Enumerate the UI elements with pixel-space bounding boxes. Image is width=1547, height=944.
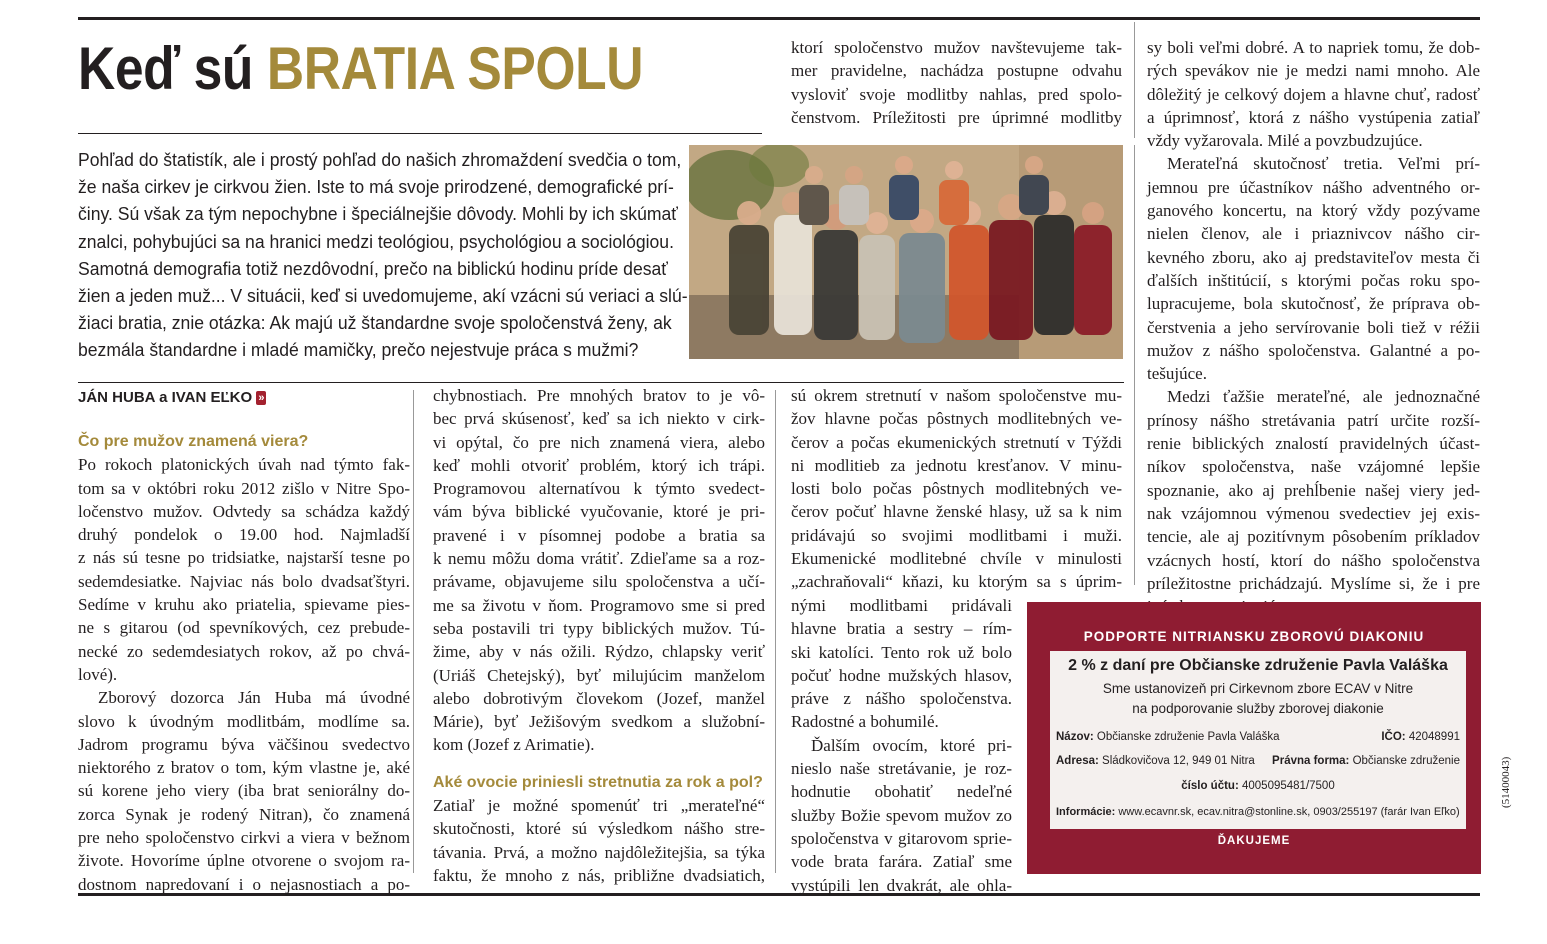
text-line: spoznanie, ako aj prehĺbenie našej viery jed- xyxy=(1147,480,1480,500)
text-line: vi opýtal, čo pre nich znamená viera, alebo xyxy=(433,432,765,452)
ad-legal-value: Občianske združenie xyxy=(1352,755,1460,767)
text-line: tencie, ale aj pozitívnym pôsobením príkladov xyxy=(1147,527,1480,547)
text-line: skutočnosti, ktoré sú výsledkom nášho stre- xyxy=(433,819,765,839)
ad-address-label: Adresa: xyxy=(1056,755,1099,767)
text-line: z nás sú tesne po tridsiatke, najstarší tesne po xyxy=(78,548,410,568)
text-line: vám býva biblické vyučovanie, ktoré je pri- xyxy=(433,502,765,522)
text-line: Márie), byť Ježišovým svedkom a služobní- xyxy=(433,712,765,732)
text-line: kevného zboru, ako aj predstaviteľov mesta či xyxy=(1147,247,1480,267)
ad-title: 2 % z daní pre Občianske združenie Pavla Valáška xyxy=(1068,657,1448,674)
text-line: Zborový dozorca Ján Huba má úvodné xyxy=(98,688,410,708)
ad-account-label: číslo účtu: xyxy=(1181,780,1239,792)
text-line: služby Božie spevom mužov zo xyxy=(791,805,1012,825)
text-line: lové). xyxy=(78,664,118,684)
text-line: necké zo sedemdesiatych rokov, až po chvá- xyxy=(78,641,410,661)
ad-account-value: 4005095481/7500 xyxy=(1241,780,1335,792)
lead-line: bezmála štandardne i mladé mamičky, prečo nejestvuje práca s mužmi? xyxy=(78,339,639,361)
ad-code: (51400043) xyxy=(1500,756,1512,808)
text-line: mer pravidelne, nachádza postupne odvahu xyxy=(791,61,1122,81)
text-line: Sedíme v kruhu ako priatelia, spievame pies- xyxy=(78,595,410,615)
top-rule xyxy=(78,17,1480,20)
ad-inner-panel xyxy=(1050,651,1466,829)
text-line: príležitostne prichádzajú. Myslíme si, že i pre xyxy=(1147,573,1480,593)
text-line: spoločenstva v gitarovom sprie- xyxy=(791,828,1012,848)
ad-name-label: Názov: xyxy=(1056,731,1094,743)
subheading: Čo pre mužov znamená viera? xyxy=(78,433,309,450)
lead-line: činy. Sú však za tým nepochybne i špeciálnejšie dôvody. Mohli by ich skúmať xyxy=(78,203,678,225)
text-line: (Uriáš Chetejský), byť milujúcim manželom xyxy=(433,665,765,685)
column-1-text xyxy=(78,430,410,896)
text-line: vždy vyžarovala. Milé a povzbudzujúce. xyxy=(1147,131,1423,151)
text-line: nak vzájomnou výmenou svedectiev jej exis- xyxy=(1147,503,1480,523)
text-line: me sa životu v ňom. Programovo sme si pred xyxy=(433,595,765,615)
ad-ico-value: 42048991 xyxy=(1408,731,1460,743)
text-line: tom sa v októbri roku 2012 zišlo v Nitre Spo- xyxy=(78,478,410,498)
text-line: ni modlitieb za jednotu kresťanov. V minu- xyxy=(791,455,1122,475)
text-line: prínosy nášho stretávania patrí určite rozší- xyxy=(1147,410,1480,430)
arrow-icon: » xyxy=(258,392,265,404)
column-3-top-text xyxy=(791,36,1122,129)
lead-line: Pohľad do štatistík, ale i prostý pohľad do našich zhromaždení svedčia o tom, xyxy=(78,149,682,170)
text-line: čerstvenia a jeho servírovanie boli tiež v réžii xyxy=(1147,317,1480,337)
text-line: čerov a počas ekumenických stretnutí v Týždi xyxy=(791,432,1122,452)
text-line: chybnostiach. Pre mnohých bratov to je vô- xyxy=(433,386,765,405)
text-line: alebo dobrotivým človekom (Jozef, manžel xyxy=(433,688,765,708)
text-line: ktorí spoločenstvo mužov navštevujeme tak- xyxy=(791,38,1122,57)
lead-line: žien a jeden muž... V situácii, keď si uvedomujeme, akí vzácni sú veriaci a slú- xyxy=(78,285,688,307)
ad-address-value: Sládkovičova 12, 949 01 Nitra xyxy=(1102,755,1255,767)
ad-info-label: Informácie: xyxy=(1056,806,1116,818)
ad-ico-label: IČO: xyxy=(1381,731,1406,743)
ad-thanks: ĎAKUJEME xyxy=(1217,835,1291,847)
lead-bottom-rule xyxy=(78,382,1124,383)
byline xyxy=(78,389,266,406)
text-line: Merateľná skutočnosť tretia. Veľmi prí- xyxy=(1167,154,1480,174)
lead-line: žiaci bratia, znie otázka: Ak majú už štandardne svoje spoločenstvá ženy, ak xyxy=(78,312,672,334)
ad-info-row xyxy=(1056,806,1460,818)
ad-legal-row xyxy=(1272,755,1460,767)
text-line: sy boli veľmi dobré. A to napriek tomu, že dob- xyxy=(1147,38,1480,57)
text-line: hodnutie obohatiť nedeľné xyxy=(791,782,1012,802)
text-line: Ekumenické modlitebné chvíle v minulosti xyxy=(791,549,1122,569)
subheading: Aké ovocie priniesli stretnutia za rok a pol? xyxy=(433,773,763,791)
ad-address-row xyxy=(1056,755,1255,767)
text-line: počuť hodne mužských hlasov, xyxy=(791,665,1012,685)
text-line: čenstvom. Príležitosti pre úprimné modlitby xyxy=(791,107,1122,127)
text-line: mužov z nášho spoločenstva. Galantné a po- xyxy=(1147,340,1480,360)
text-line: vode brata farára. Zatiaľ sme xyxy=(791,852,1012,872)
ad-subtitle-1: Sme ustanovizeň pri Cirkevnom zbore ECAV v Nitre xyxy=(1102,681,1414,696)
text-line: pravené i v písomnej podobe a bratia sa xyxy=(433,525,765,545)
text-line: Radostné a bohumilé. xyxy=(791,712,939,732)
text-line: hlavne bratia a sestry – rím- xyxy=(791,619,1012,639)
text-line: távania. Prvá, a možno najdôležitejšia, sa týka xyxy=(433,842,765,862)
column-4-text xyxy=(1147,36,1480,618)
text-line: niektorého z bratov o tom, kým vlastne je, aké xyxy=(78,758,410,778)
text-line: k nemu môžu doma vrátiť. Zdieľame sa a roz- xyxy=(433,549,765,569)
text-line: pre neho spoločenstvo cirkvi a viera v bežnom xyxy=(78,828,410,848)
text-line: dostnom napredovaní i o nejasnostiach a po- xyxy=(78,874,410,894)
text-line: nielen členov, ale i priaznivcov nášho cir- xyxy=(1147,224,1480,244)
diakonia-ad-box xyxy=(1027,602,1481,874)
lead-line: Samotná demografia totiž nezdôvodní, prečo na biblickú hodinu príde desať xyxy=(78,257,668,279)
text-line: Programovou alternatívou k týmto svedect- xyxy=(433,479,765,499)
text-line: slovo k úvodným modlitbám, modlíme sa. xyxy=(78,711,410,731)
byline-authors: JÁN HUBA a IVAN EĽKO xyxy=(78,389,253,406)
text-line: keď mohli otvoriť problém, ktorý ich trápi. xyxy=(433,455,765,475)
text-line: ďalších inštitúcií, s ktorými počas roku spo- xyxy=(1147,270,1480,290)
text-line: pridávajú so svojimi modlitbami i muži. xyxy=(791,525,1122,545)
text-line: vzácnych hostí, ktorí do nášho spoločenstva xyxy=(1147,550,1480,570)
text-line: vysloviť svoje modlitby nahlas, pred spolo- xyxy=(791,84,1122,104)
text-line: seba postavili tri typy biblických mužov. Tú- xyxy=(433,618,765,638)
text-line: sedemdesiatke. Najviac nás bolo dvadsaťštyri. xyxy=(78,571,410,591)
text-line: Medzi ťažšie merateľné, ale jednoznačné xyxy=(1167,387,1480,407)
text-line: zorca Synak je rodený Nitran), čo znamená xyxy=(78,804,410,824)
text-line: ne s gitarou (od spevníkových, cez prebude- xyxy=(78,618,410,638)
text-line: „zachraňovali“ kňazi, ku ktorým sa s úprim- xyxy=(791,572,1122,592)
group-photo xyxy=(689,145,1123,359)
text-line: žov hlavne počas pôstnych modlitebných ve- xyxy=(791,409,1122,429)
column-divider-4 xyxy=(1134,145,1135,585)
column-divider-3 xyxy=(1134,22,1135,138)
text-line: práve z nášho spoločenstva. xyxy=(791,689,1012,709)
text-line: žime, aby v nás ožili. Rýdzo, chlapsky veriť xyxy=(433,642,765,662)
ad-subtitle-2: na podporovanie služby zborovej diakonie xyxy=(1132,701,1384,716)
text-line: renie biblických znalostí pravidelných účast- xyxy=(1147,434,1480,454)
text-line: ločenstvo mužov. Odvtedy sa schádza každý xyxy=(78,501,410,521)
text-line: Jadrom programu býva väčšinou svedectvo xyxy=(78,734,410,754)
lead-line: že naša cirkev je cirkvou žien. Iste to má svoje prirodzené, demografické prí- xyxy=(78,176,674,198)
text-line: bec prvá skúsenosť, keď sa ich niekto v cirk- xyxy=(433,409,765,429)
text-line: ganového koncertu, na ktorý vždy pozývame xyxy=(1147,201,1480,221)
text-line: nieslo naše stretávanie, je roz- xyxy=(791,759,1012,779)
ad-ico-row xyxy=(1381,731,1460,743)
text-line: čerov počuť hlavne ženské hlasy, už sa k nim xyxy=(791,502,1122,522)
text-line: sú okrem stretnutí v našom spoločenstve mu- xyxy=(791,386,1122,405)
lead-line: znalci, pohybujúci sa na hranici medzi teológiou, psychológiou a sociológiou. xyxy=(78,230,674,252)
column-2-text xyxy=(433,384,765,887)
text-line: faktu, že mnoho z nás, približne dvadsiatich, xyxy=(433,865,765,885)
text-line: níkov spoločenstva, naše vzájomné lepšie xyxy=(1147,457,1480,477)
text-line: sú korene jeho viery (iba brat seniorálny do- xyxy=(78,781,410,801)
text-line: vystúpili len dvakrát, ale ohla- xyxy=(791,875,1012,895)
column-divider-2 xyxy=(775,390,776,873)
text-line: kom (Jozef z Arimatie). xyxy=(433,735,595,755)
lead-paragraph xyxy=(78,146,688,364)
text-line: jemnou pre účastníkov nášho adventného or- xyxy=(1147,177,1480,197)
text-line: tešujúce. xyxy=(1147,364,1207,384)
ad-name-row xyxy=(1056,731,1280,743)
column-divider-1 xyxy=(413,390,414,873)
text-line: živote. Hovoríme úplne otvorene o svojom ra- xyxy=(78,851,410,871)
group-photo-illustration xyxy=(689,145,1123,359)
text-line: lupracujeme, bola skutočnosť, že príprava ob- xyxy=(1147,294,1480,314)
lead-top-rule xyxy=(78,133,762,134)
column-3-narrow-text xyxy=(791,594,1012,897)
ad-header: PODPORTE NITRIANSKU ZBOROVÚ DIAKONIU xyxy=(1083,629,1425,644)
ad-legal-label: Právna forma: xyxy=(1272,755,1350,767)
headline-part-2: BRATIA SPOLU xyxy=(266,35,644,102)
text-line: nými modlitbami pridávali xyxy=(791,596,1012,615)
headline xyxy=(78,36,643,102)
column-3-text xyxy=(791,384,1122,594)
text-line: Zatiaľ je možné spomenúť tri „merateľné“ xyxy=(433,796,765,816)
text-line: losti bolo počas pôstnych modlitebných ve- xyxy=(791,479,1122,499)
text-line: Ďalším ovocím, ktoré pri- xyxy=(811,735,1012,755)
text-line: druhý pondelok o 19.00 hod. Najmladší xyxy=(78,525,410,545)
text-line: Po rokoch platonických úvah nad týmto fak- xyxy=(78,455,410,475)
ad-account-row xyxy=(1050,780,1466,792)
text-line: a úprimnosť, ktorá z nášho vystúpenia zatiaľ xyxy=(1147,107,1480,127)
text-line: rých spevákov nie je medzi nami mnoho. Ale xyxy=(1147,61,1480,81)
text-line: ski katolíci. Tento rok už bolo xyxy=(791,642,1012,662)
text-line: právame, objavujeme silu spoločenstva a učí- xyxy=(433,572,765,592)
ad-info-value[interactable]: www.ecavnr.sk, ecav.nitra@stonline.sk, 0903/255197 (farár Ivan Eľko) xyxy=(1118,806,1460,818)
text-line: dôležitý je celkový dojem a hlavne chuť, radosť xyxy=(1147,84,1480,104)
ad-name-value: Občianske združenie Pavla Valáška xyxy=(1096,731,1280,743)
headline-part-1: Keď sú xyxy=(78,35,267,102)
